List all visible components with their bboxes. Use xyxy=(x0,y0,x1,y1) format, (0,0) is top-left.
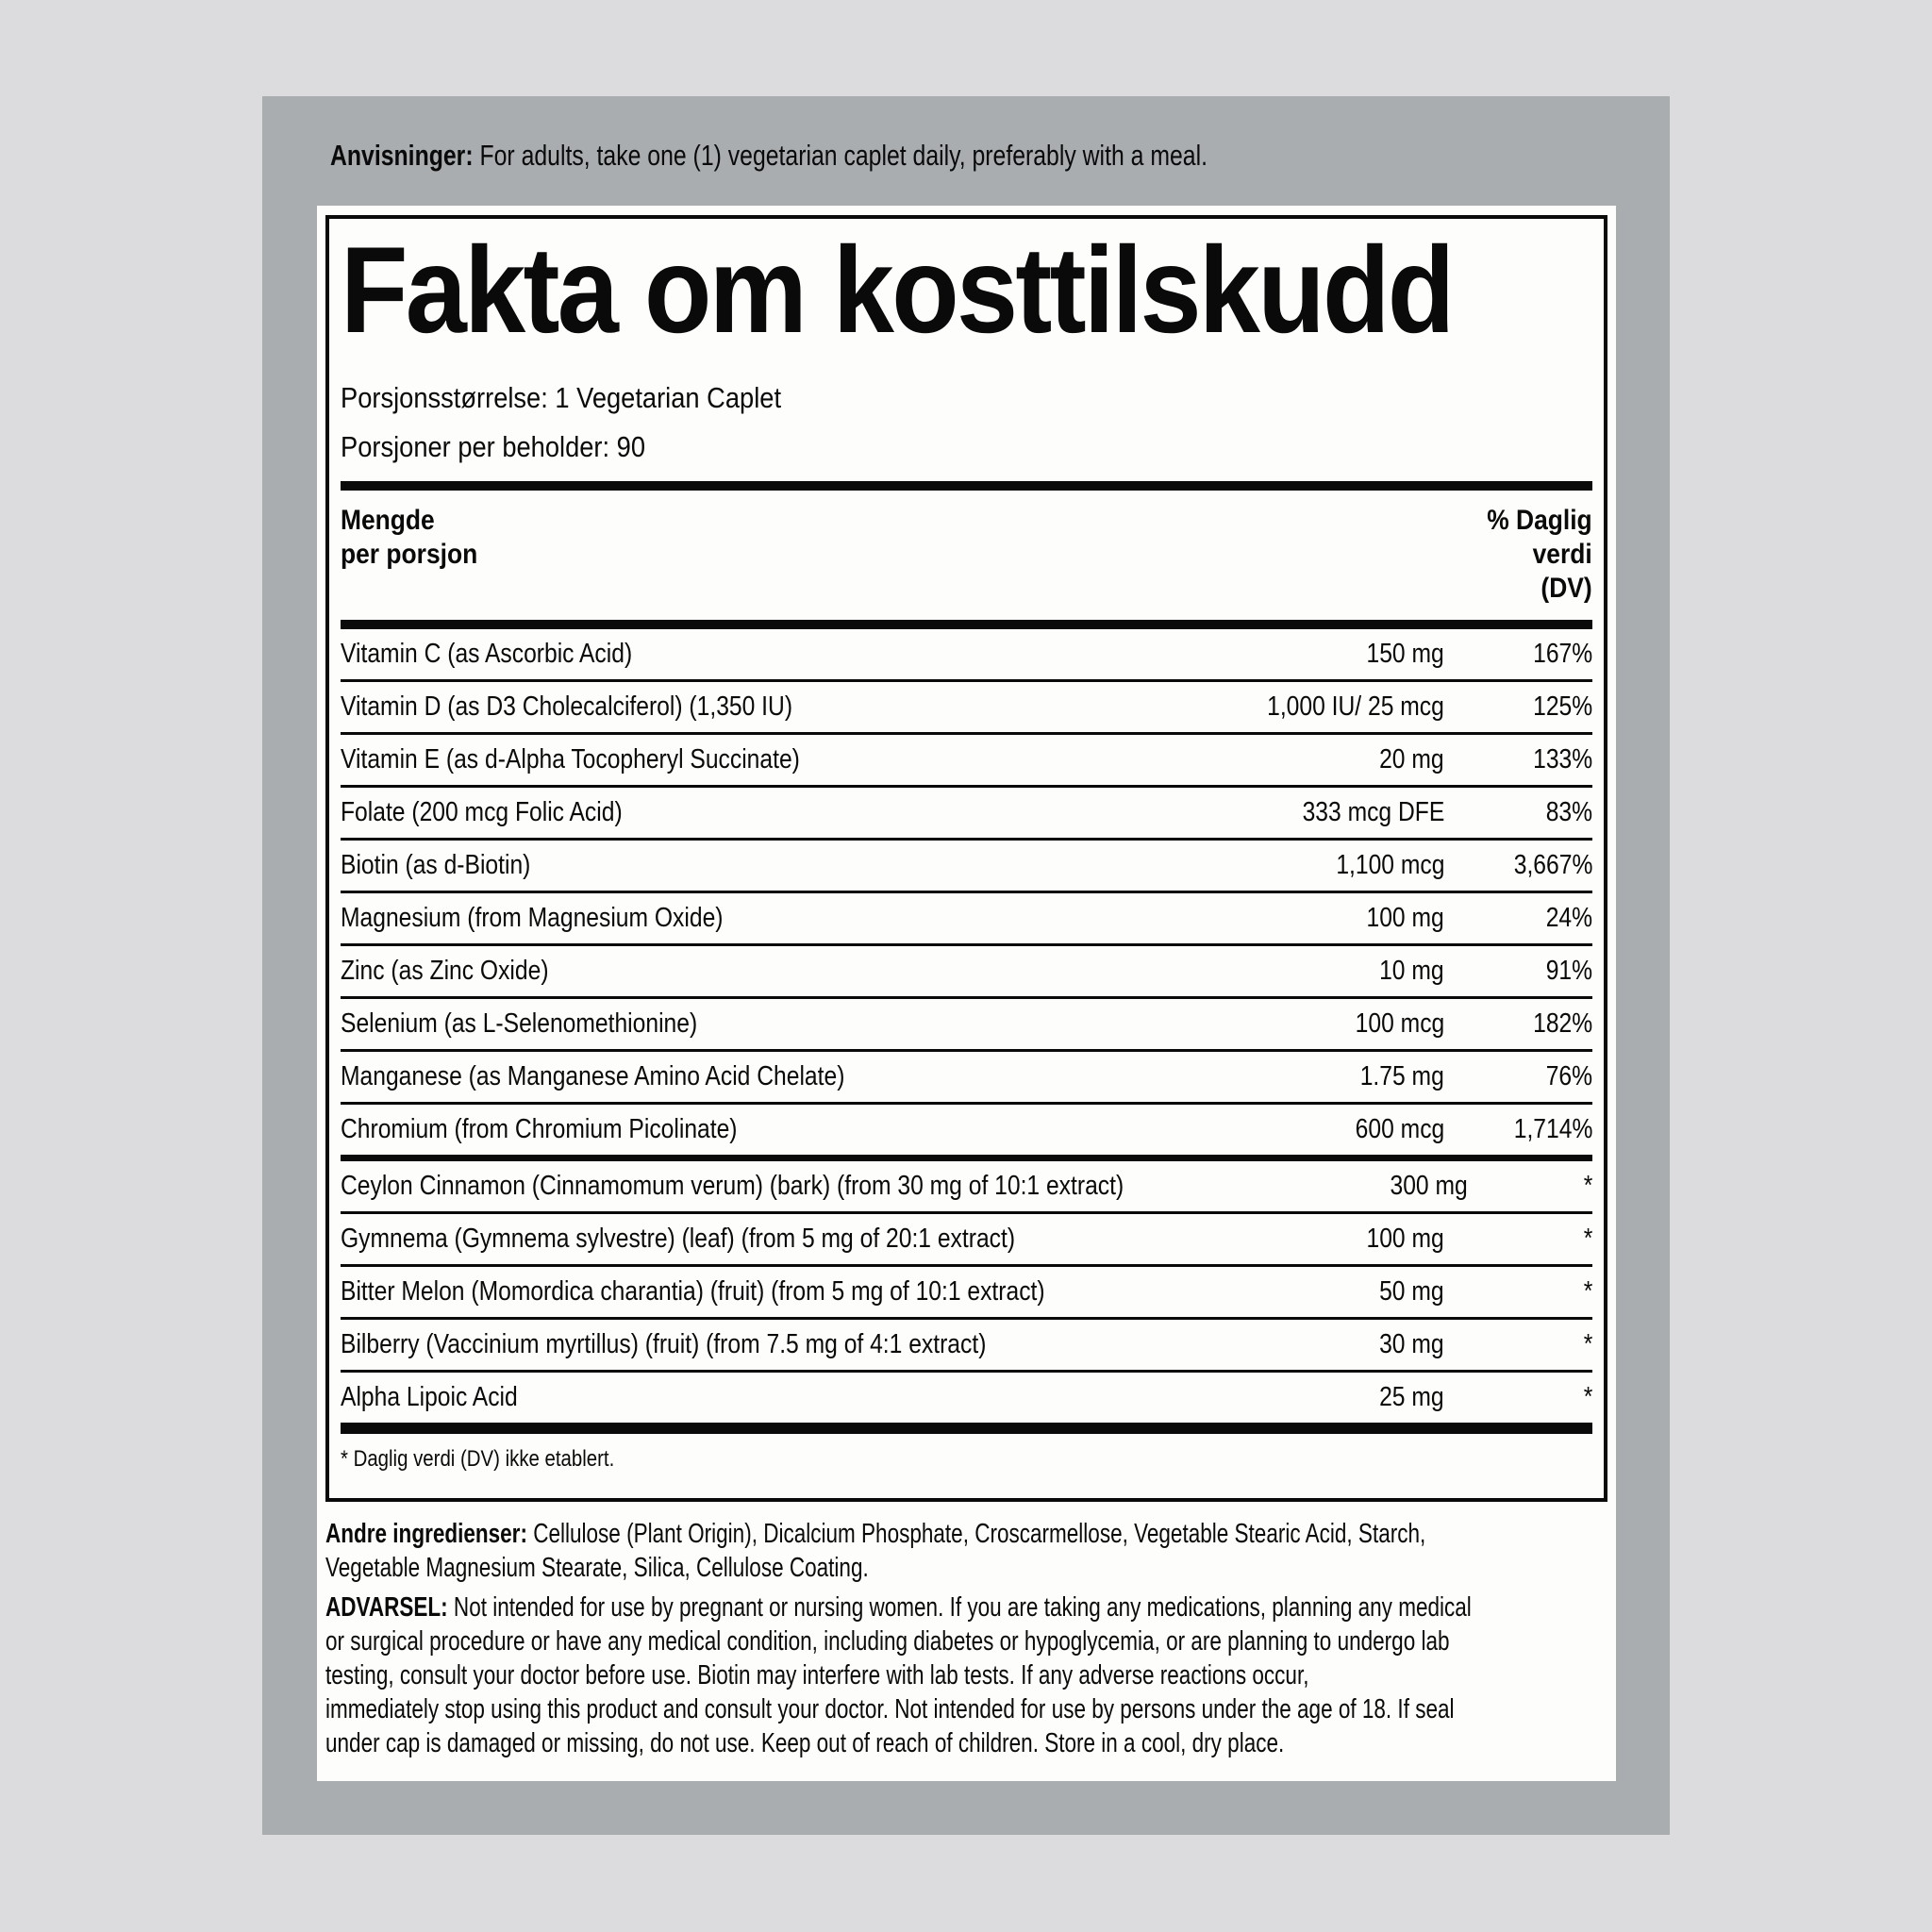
warning-line5: under cap is damaged or missing, do not use. Keep out of reach of children. Store in a cool, dry place. xyxy=(325,1728,1285,1758)
divider-thick-bottom xyxy=(341,1423,1592,1434)
table-row: Alpha Lipoic Acid 25 mg * xyxy=(341,1382,1592,1412)
directions-label: Anvisninger: xyxy=(330,139,474,172)
table-row: Bitter Melon (Momordica charantia) (fruit) (from 5 mg of 10:1 extract) 50 mg * xyxy=(341,1267,1592,1320)
other-ingredients-line2: Vegetable Magnesium Stearate, Silica, Cellulose Coating. xyxy=(325,1553,869,1583)
servings-per-container-line: Porsjoner per beholder: 90 xyxy=(341,430,646,463)
label-gray-panel xyxy=(262,96,1670,1835)
table-row: Zinc (as Zinc Oxide) 10 mg 91% xyxy=(341,946,1592,999)
warning-line2: or surgical procedure or have any medical condition, including diabetes or hypoglycemia, or are planning to undergo lab xyxy=(325,1626,1450,1657)
other-ingredients-section xyxy=(325,1517,1608,1585)
facts-title: Fakta om kosttilskudd xyxy=(341,221,1453,358)
warning-line3: testing, consult your doctor before use. Biotin may interfere with lab tests. If any adverse reactions occur, xyxy=(325,1660,1309,1690)
warning-line4: immediately stop using this product and consult your doctor. Not intended for use by persons under the age of 18. If seal xyxy=(325,1694,1455,1724)
dv-column-header: % Daglig verdi (DV) xyxy=(1487,505,1592,604)
table-row: Magnesium (from Magnesium Oxide) 100 mg 24% xyxy=(341,893,1592,946)
divider-header xyxy=(341,620,1592,629)
label-white-card xyxy=(317,206,1616,1781)
directions-line xyxy=(330,138,1426,174)
table-row: Manganese (as Manganese Amino Acid Chelate) 1.75 mg 76% xyxy=(341,1052,1592,1105)
table-row: Chromium (from Chromium Picolinate) 600 mcg 1,714% xyxy=(341,1105,1592,1161)
supplement-facts-box xyxy=(325,215,1607,1502)
directions-text: For adults, take one (1) vegetarian caplet daily, preferably with a meal. xyxy=(479,139,1208,172)
serving-size-line: Porsjonsstørrelse: 1 Vegetarian Caplet xyxy=(341,381,782,414)
table-row: Vitamin D (as D3 Cholecalciferol) (1,350 IU) 1,000 IU/ 25 mcg 125% xyxy=(341,682,1592,735)
amount-column-header: Mengde per porsjon xyxy=(341,505,478,570)
table-row: Vitamin E (as d-Alpha Tocopheryl Succinate) 20 mg 133% xyxy=(341,735,1592,788)
warning-section xyxy=(325,1591,1608,1760)
warning-label: ADVARSEL: xyxy=(325,1592,448,1623)
divider-thick-top xyxy=(341,481,1592,491)
table-row: Selenium (as L-Selenomethionine) 100 mcg 182% xyxy=(341,999,1592,1052)
other-ingredients-label: Andre ingredienser: xyxy=(325,1519,527,1549)
table-row: Gymnema (Gymnema sylvestre) (leaf) (from 5 mg of 20:1 extract) 100 mg * xyxy=(341,1214,1592,1267)
dv-footnote: * Daglig verdi (DV) ikke etablert. xyxy=(341,1446,615,1472)
warning-line1: Not intended for use by pregnant or nursing women. If you are taking any medications, planning any medical xyxy=(453,1592,1472,1623)
table-row: Biotin (as d-Biotin) 1,100 mcg 3,667% xyxy=(341,841,1592,893)
table-column-headers xyxy=(341,504,1592,606)
table-row: Bilberry (Vaccinium myrtillus) (fruit) (from 7.5 mg of 4:1 extract) 30 mg * xyxy=(341,1320,1592,1373)
table-row: Ceylon Cinnamon (Cinnamomum verum) (bark) (from 30 mg of 10:1 extract) 300 mg * xyxy=(341,1161,1592,1214)
table-row: Folate (200 mcg Folic Acid) 333 mcg DFE 83% xyxy=(341,788,1592,841)
nutrient-table xyxy=(341,629,1592,1423)
other-ingredients-line1: Cellulose (Plant Origin), Dicalcium Phosphate, Croscarmellose, Vegetable Stearic Acid, Starch, xyxy=(533,1519,1426,1549)
table-row: Vitamin C (as Ascorbic Acid) 150 mg 167% xyxy=(341,629,1592,682)
